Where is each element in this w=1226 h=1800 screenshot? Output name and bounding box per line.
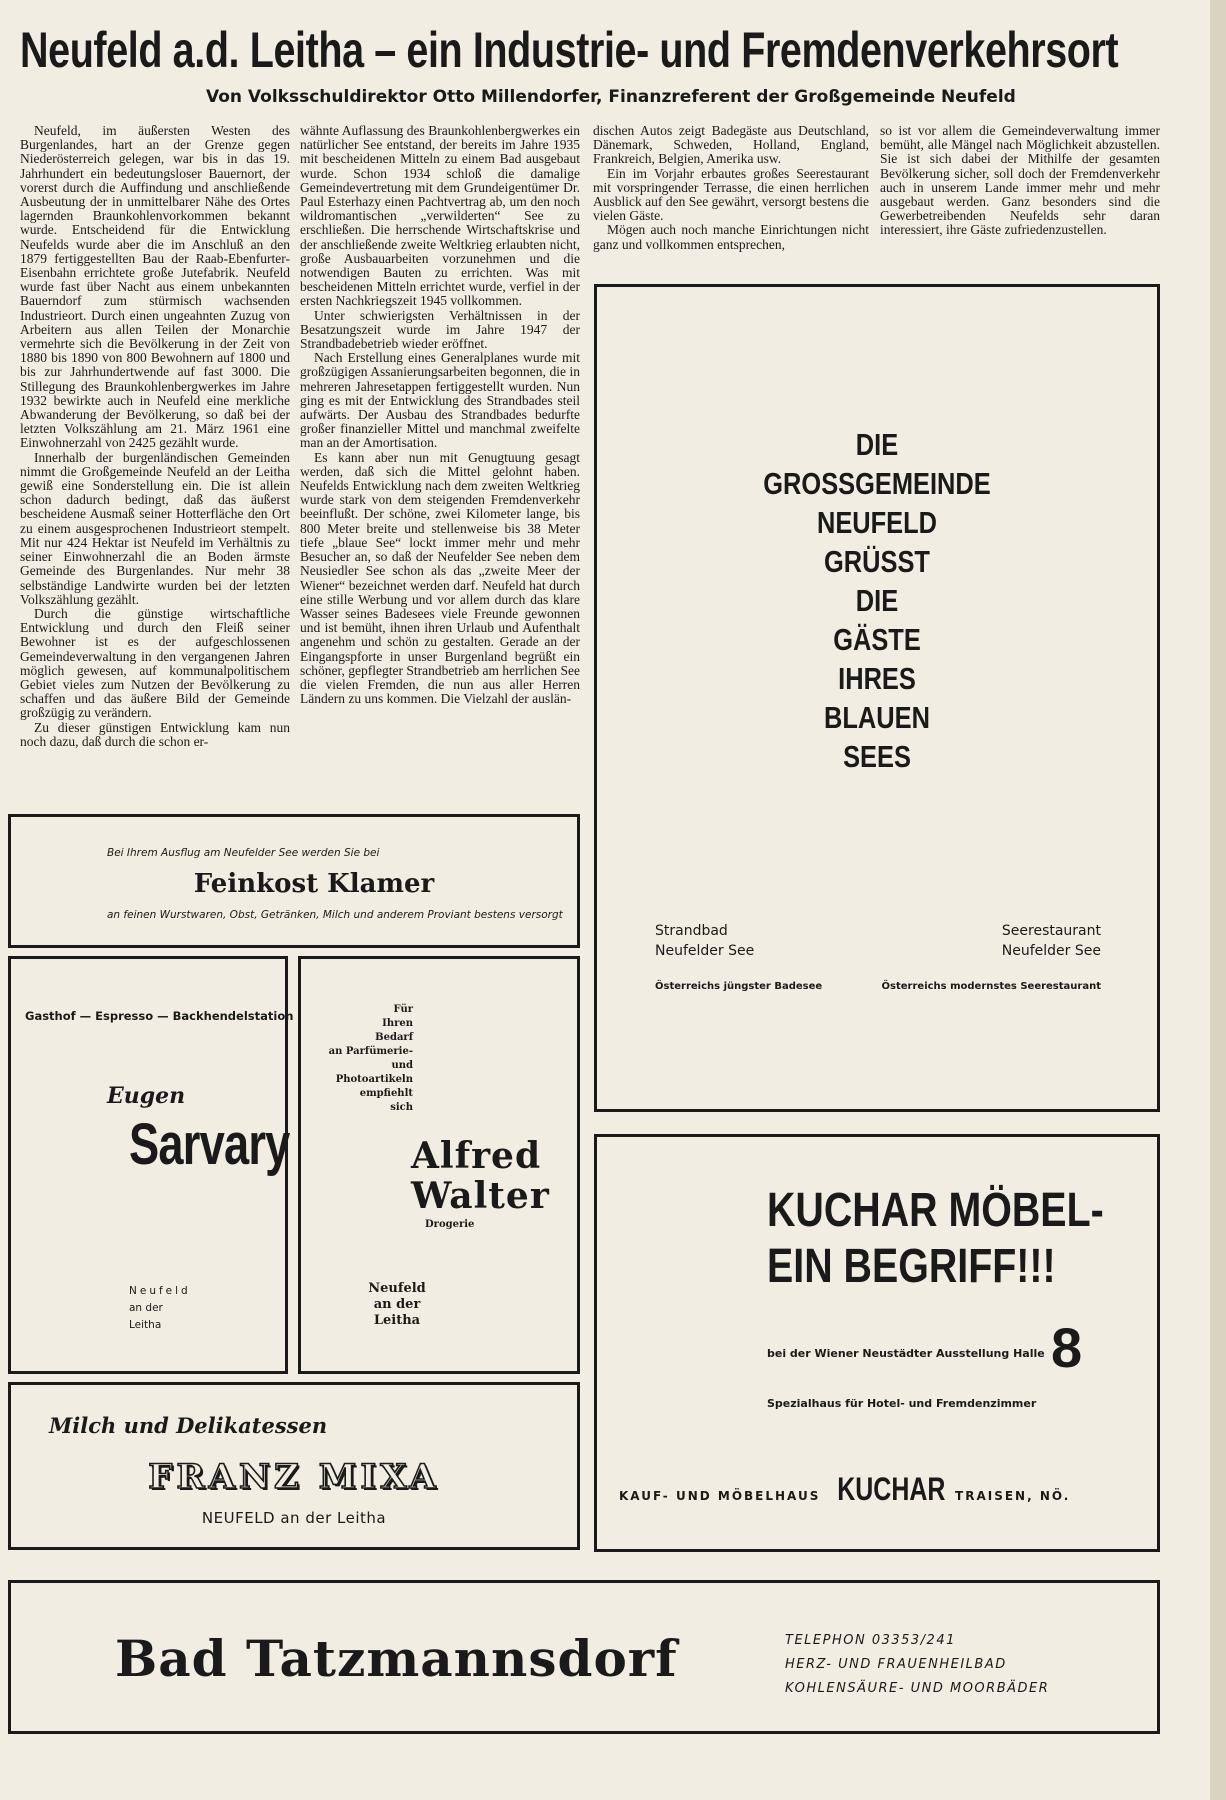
greeting-headline [647, 425, 1106, 776]
kuchar-brand: KUCHAR [837, 1471, 946, 1507]
tatzmannsdorf-line-1: HERZ- UND FRAUENHEILBAD [785, 1657, 1007, 1672]
article-paragraph: Zu dieser günstigen Entwicklung kam nun noch dazu, daß durch die schon er- [20, 719, 290, 749]
article-column-1 [20, 124, 290, 749]
sarvary-location [129, 1283, 229, 1334]
offer-line: empfiehlt [359, 1088, 413, 1099]
article-paragraph: Nach Erstellung eines Generalplanes wurde mit großzügigen Assanierungsarbeiten begonnen, die in mehreren Jahresetappen fertiggestellt wurden. Nun ging es mit der Entwicklung des Strandbades steil aufwärts. Der Ausbau des Strandbades bedurfte großer finanzieller Mittel und manchmal zweifelte man an der Amortisation. [300, 350, 580, 451]
greeting-line: SEES [843, 739, 911, 774]
kuchar-ad [594, 1134, 1160, 1552]
sarvary-heading: Gasthof — Espresso — Backhendelstation [25, 1009, 294, 1023]
article-paragraph: Mögen auch noch manche Einrichtungen nicht ganz und vollkommen entsprechen, [593, 222, 869, 252]
tatzmannsdorf-line-2: KOHLENSÄURE- UND MOORBÄDER [785, 1681, 1050, 1696]
kuchar-hall-number: 8 [1051, 1316, 1083, 1379]
offer-line: Bedarf [375, 1032, 413, 1043]
sarvary-first-name: Eugen [107, 1083, 186, 1109]
walter-ad [298, 956, 580, 1374]
kuchar-hall-text: bei der Wiener Neustädter Ausstellung Halle [767, 1347, 1045, 1360]
article-paragraph: dischen Autos zeigt Badegäste aus Deutschland, Dänemark, Schweden, Holland, England, Frankreich, Belgien, Amerika usw. [593, 123, 869, 167]
article-paragraph: Durch die günstige wirtschaftliche Entwicklung und durch den Fleiß seiner Bewohner ist es der aufgeschlossenen Gemeindeverwaltung in den vergangenen Jahren möglich gewesen, auf kommunalpolitischem Gebiet vieles zum Nutzen der Bevölkerung zu schaffen und das äußere Bild der Gemeinde großzügig zu verändern. [20, 605, 290, 721]
mixa-intro: Milch und Delikatessen [49, 1413, 328, 1438]
kuchar-footer [619, 1471, 1139, 1508]
location-line: Neufeld [368, 1281, 426, 1296]
walter-offer [321, 1003, 413, 1115]
article-column-4 [880, 124, 1160, 238]
kuchar-footer-right: TRAISEN, NÖ. [955, 1489, 1071, 1503]
strandbad-tagline: Österreichs jüngster Badesee [655, 981, 823, 992]
tatzmannsdorf-phone: TELEPHON 03353/241 [785, 1633, 956, 1648]
kuchar-footer-left: KAUF- UND MÖBELHAUS [619, 1489, 821, 1503]
location-line: an der [129, 1302, 163, 1314]
offer-line: Für [393, 1004, 413, 1015]
strandbad-name: Strandbad [655, 923, 728, 939]
article-paragraph: Unter schwierigsten Verhältnissen in der Besatzungszeit wurde im Jahre 1947 der Strandbadebetrieb wieder eröffnet. [300, 307, 580, 352]
offer-line: Ihren [382, 1018, 413, 1029]
offer-line: an Parfümerie- [328, 1046, 413, 1057]
page-edge [1210, 0, 1226, 1800]
article-column-2 [300, 124, 580, 706]
tatzmannsdorf-name: Bad Tatzmannsdorf [115, 1629, 678, 1688]
kuchar-headline [767, 1183, 1104, 1295]
greeting-line: GRÜSST [824, 544, 930, 579]
location-line: Leitha [373, 1313, 421, 1328]
greeting-line: DIE [855, 583, 899, 618]
location-line: Leitha [129, 1319, 162, 1331]
article-headline: Neufeld a.d. Leitha – ein Industrie- und Fremdenverkehrsort [20, 22, 1119, 78]
greeting-line: NEUFELD [816, 505, 938, 540]
kuchar-headline-line: KUCHAR MÖBEL- [767, 1184, 1104, 1237]
walter-business-type: Drogerie [425, 1219, 475, 1230]
kuchar-specialty: Spezialhaus für Hotel- und Fremdenzimmer [767, 1397, 1037, 1410]
offer-line: Photoartikeln [335, 1074, 413, 1085]
seerestaurant-name: Seerestaurant [1001, 923, 1101, 939]
location-line: Neufeld [129, 1285, 191, 1297]
sarvary-ad [8, 956, 294, 1374]
greeting-line: IHRES [838, 661, 916, 696]
greeting-line: GROSSGEMEINDE [763, 466, 991, 501]
mixa-ad [8, 1382, 580, 1550]
seerestaurant-block [1002, 921, 1101, 961]
klamer-tagline: an feinen Wurstwaren, Obst, Getränken, Milch und anderem Proviant bestens versorgt [107, 909, 563, 921]
tatzmannsdorf-ad [8, 1580, 1160, 1734]
article-paragraph: Ein im Vorjahr erbautes großes Seerestaurant mit vorspringender Terrasse, die einen herrlichen Ausblick auf den See gewährt, versorgt bestens die vielen Gäste. [593, 165, 869, 224]
article-paragraph: Es kann aber nun mit Genugtuung gesagt werden, daß sich die Mittel gelohnt haben. Neufelds Entwicklung nach dem zweiten Weltkrieg wurde stark von dem steigenden Fremdenverkehr beeinflußt. Der schöne, zwei Kilometer lange, bis 800 Meter breite und stellenweise bis 38 Meter tiefe „blaue See“ lockt immer mehr und mehr Besucher an, so daß der Neufelder See neben dem Neusiedler See schon als das „zweite Meer der Wiener“ bezeichnet werden darf. Neufeld hat durch eine stille Werbung und vor allem durch das klare Wasser seines Badesees viele Freunde gewonnen und ist bemüht, ihnen ihren Urlaub und Aufenthalt angenehm und schön zu gestalten. Gerade an der Eingangspforte in unser Burgenland begrüßt ein schöner, gepflegter Strandbetrieb am herrlichen See die vielen Fremden, die nun aus aller Herren Ländern zu uns kommen. Die Vielzahl der auslän- [300, 449, 580, 707]
klamer-ad [8, 814, 580, 948]
seerestaurant-tagline: Österreichs modernstes Seerestaurant [881, 981, 1101, 992]
greeting-line: GÄSTE [833, 622, 921, 657]
location-line: an der [373, 1297, 421, 1312]
greeting-line: BLAUEN [824, 700, 930, 735]
article-paragraph: wähnte Auflassung des Braunkohlenbergwerkes ein natürlicher See entstand, der bereits im Jahre 1935 mit bescheidenen Mitteln zu einem Bad ausgebaut wurde. Schon 1934 schloß die damalige Gemeindevertretung mit dem Grundeigentümer Dr. Paul Esterhazy einen Pachtvertrag ab, um den noch wildromantischen „verwilderten“ See zu erschließen. Die herrschende Wirtschaftskrise und der anschließende zweite Weltkrieg erlaubten nicht, große Ausbauarbeiten vorzunehmen und die notwendigen Bauten zu errichten. Was mit bescheidenen Mitteln errichtet wurde, verfiel in der ersten Nachkriegszeit 1945 vollkommen. [300, 123, 580, 309]
kuchar-headline-line: EIN BEGRIFF!!! [767, 1240, 1056, 1293]
offer-line: und [391, 1060, 413, 1071]
article-column-3 [593, 124, 869, 252]
strandbad-block [655, 921, 754, 961]
article-byline: Von Volksschuldirektor Otto Millendorfer, Finanzreferent der Großgemeinde Neufeld [206, 87, 1016, 107]
klamer-name: Feinkost Klamer [193, 869, 435, 899]
greeting-line: DIE [855, 427, 899, 462]
article-paragraph: so ist vor allem die Gemeindeverwaltung immer bemüht, alle Mängel nach Möglichkeit abzustellen. Sie ist sich dabei der Mithilfe der gesamten Bevölkerung sicher, soll doch der Fremdenverkehr auch in unserem Lande immer mehr und mehr ausgebaut werden. Ganz besonders sind die Gewerbetreibenden Neufelds sehr daran interessiert, ihre Gäste zufriedenzustellen. [880, 123, 1160, 238]
greeting-ad [594, 284, 1160, 1112]
klamer-intro: Bei Ihrem Ausflug am Neufelder See werden Sie bei [107, 847, 380, 859]
sarvary-last-name: Sarvary [129, 1112, 290, 1177]
offer-line: sich [390, 1102, 413, 1113]
walter-first-name: Alfred [411, 1135, 542, 1177]
strandbad-place: Neufelder See [655, 943, 755, 959]
article-paragraph: Innerhalb der burgenländischen Gemeinden nimmt die Großgemeinde Neufeld an der Leitha gewiß eine Sonderstellung ein. Die ist allein schon dadurch bedingt, daß das äußerst bescheidene Ausmaß seiner Hotterfläche den Ort zu einem ausgesprochenen Industrieort stempelt. Mit nur 424 Hektar ist Neufeld im Verhältnis zu seiner Einwohnerzahl die an Boden ärmste Gemeinde des Burgenlandes. Nur mehr 38 selbständige Landwirte wurden bei der letzten Volkszählung gezählt. [20, 449, 290, 607]
walter-location [357, 1281, 437, 1329]
walter-last-name: Walter [411, 1175, 550, 1217]
mixa-location: NEUFELD an der Leitha [201, 1509, 387, 1527]
seerestaurant-place: Neufelder See [1001, 943, 1101, 959]
mixa-name: FRANZ MIXA [148, 1457, 440, 1497]
tatzmannsdorf-info [785, 1629, 1049, 1701]
article-paragraph: Neufeld, im äußersten Westen des Burgenlandes, hart an der Grenze gegen Niederösterreich gelegen, war bis in das 19. Jahrhundert ein bedeutungsloser Bauernort, der vorerst durch die Auffindung und anschließende Ausbeutung der in unmittelbarer Nähe des Ortes lagernden Braunkohlenvorkommen bekannt wurde. Entscheidend für die Entwicklung Neufelds wurde aber die im Anschluß an den 1879 fertiggestellten Bau der Raab-Ebenfurter-Eisenbahn errichtete große Jutefabrik. Neufeld wurde fast über Nacht aus einem unbekannten Bauerndorf zum stürmisch wachsenden Industrieort. Durch einen ungeahnten Zuzug von Arbeitern aus allen Teilen der Monarchie vermehrte sich die Bevölkerung in der Zeit von 1880 bis 1890 von 800 Bewohnern auf 1800 und bis zur Jahrhundertwende auf fast 3000. Die Stillegung des Braunkohlenbergwerkes im Jahre 1932 bewirkte auch in Neufeld eine merkliche Abwanderung der Bevölkerung, so daß bei der letzten Volkszählung am 21. März 1961 eine Einwohnerzahl von 2425 gezählt wurde. [20, 123, 290, 451]
